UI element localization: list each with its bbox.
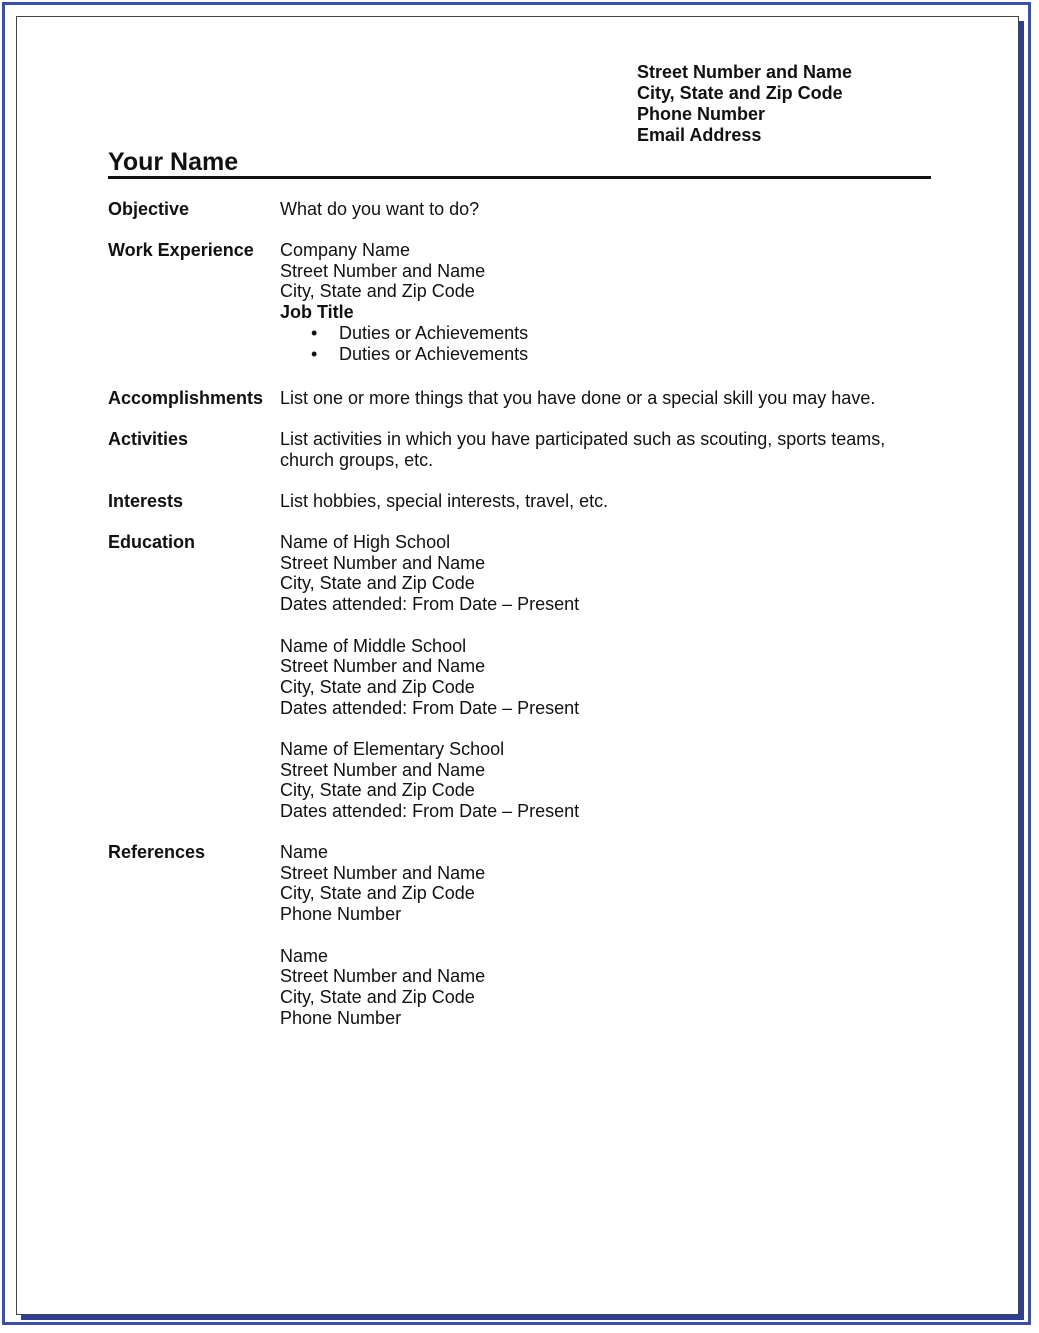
reference-name: Name <box>280 945 329 966</box>
objective-content <box>280 199 920 220</box>
company-city: City, State and Zip Code <box>280 281 475 302</box>
school-name: Name of Elementary School <box>280 739 505 759</box>
school-city: City, State and Zip Code <box>280 676 475 697</box>
company-name: Company Name <box>280 240 411 260</box>
job-title: Job Title <box>280 302 354 323</box>
activities-text: List activities in which you have participated such as scouting, sports teams, church groups, etc. <box>280 429 886 470</box>
bullet-icon: • <box>311 322 318 343</box>
reference-street: Street Number and Name <box>280 862 486 883</box>
school-city: City, State and Zip Code <box>280 573 475 594</box>
contact-city: City, State and Zip Code <box>637 83 843 103</box>
reference-city: City, State and Zip Code <box>280 986 475 1007</box>
reference-phone: Phone Number <box>280 1007 402 1028</box>
references-label: References <box>108 842 206 862</box>
reference-phone: Phone Number <box>280 904 402 925</box>
reference-name: Name <box>280 842 329 862</box>
accomplishments-content <box>280 388 920 409</box>
work-experience-label: Work Experience <box>108 240 254 260</box>
duty-text: Duties or Achievements <box>339 322 529 343</box>
bullet-icon: • <box>311 343 318 364</box>
school-city: City, State and Zip Code <box>280 780 475 801</box>
duty-text: Duties or Achievements <box>339 343 529 364</box>
spacer <box>280 718 920 739</box>
activities-content <box>280 429 895 470</box>
references-content <box>280 842 920 1028</box>
spacer <box>280 925 920 946</box>
school-dates: Dates attended: From Date – Present <box>280 594 580 615</box>
school-name: Name of High School <box>280 532 451 552</box>
objective-text: What do you want to do? <box>280 199 480 219</box>
duty-item <box>280 344 920 365</box>
header-rule <box>108 176 931 179</box>
duty-item <box>280 323 920 344</box>
education-content <box>280 532 920 822</box>
contact-block <box>637 62 852 146</box>
interests-text: List hobbies, special interests, travel, etc. <box>280 491 609 511</box>
contact-street: Street Number and Name <box>637 62 853 82</box>
education-label: Education <box>108 532 196 552</box>
work-experience-content <box>280 240 920 364</box>
contact-phone: Phone Number <box>637 104 766 124</box>
contact-email: Email Address <box>637 125 762 145</box>
accomplishments-text: List one or more things that you have done or a special skill you may have. <box>280 388 876 408</box>
accomplishments-label: Accomplishments <box>108 388 264 408</box>
interests-content <box>280 491 920 512</box>
resume-name: Your Name <box>108 148 239 176</box>
spacer <box>280 615 920 636</box>
school-street: Street Number and Name <box>280 656 486 677</box>
objective-label: Objective <box>108 199 190 219</box>
duties-list <box>280 323 920 364</box>
school-street: Street Number and Name <box>280 759 486 780</box>
interests-label: Interests <box>108 491 184 511</box>
school-dates: Dates attended: From Date – Present <box>280 801 580 822</box>
school-name: Name of Middle School <box>280 635 467 656</box>
reference-street: Street Number and Name <box>280 966 486 987</box>
school-street: Street Number and Name <box>280 552 486 573</box>
reference-city: City, State and Zip Code <box>280 883 475 904</box>
activities-label: Activities <box>108 429 189 449</box>
company-street: Street Number and Name <box>280 260 486 281</box>
school-dates: Dates attended: From Date – Present <box>280 697 580 718</box>
